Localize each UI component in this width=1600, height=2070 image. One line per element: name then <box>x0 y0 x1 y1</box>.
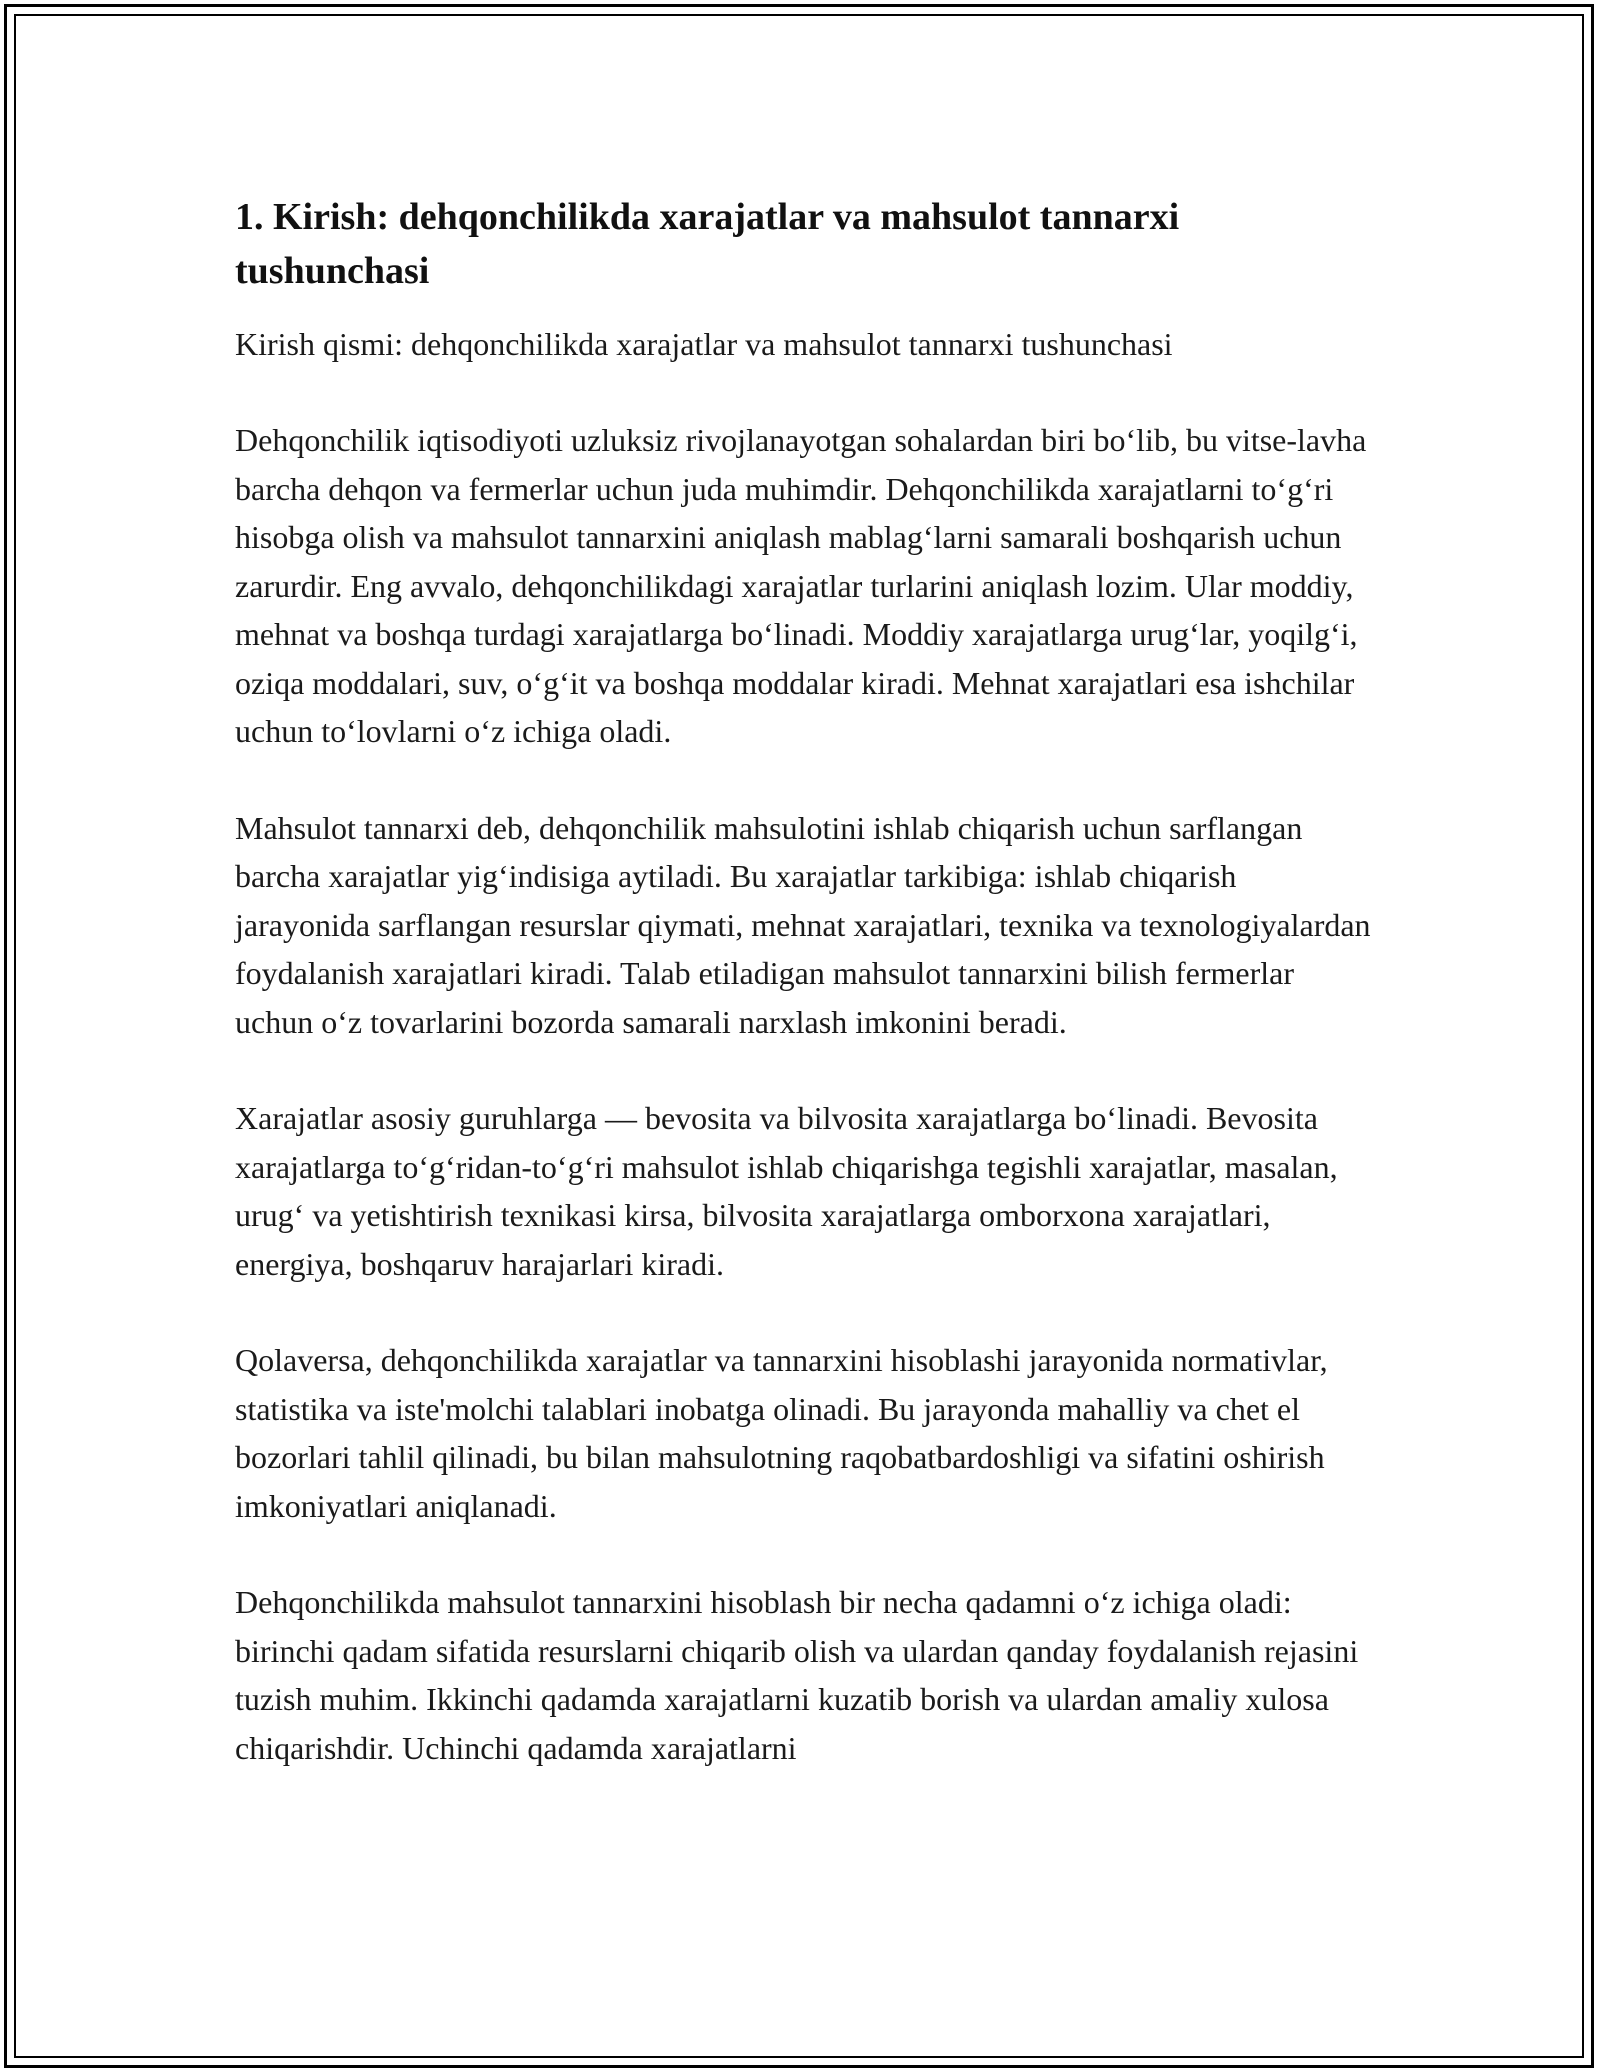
section-subtitle: Kirish qismi: dehqonchilikda xarajatlar va mahsulot tannarxi tushunchasi <box>235 326 1173 362</box>
paragraph-4: Qolaversa, dehqonchilikda xarajatlar va tannarxini hisoblashi jarayonida normativlar, statistika va iste'molchi talablari inobatga olinadi. Bu jarayonda mahalliy va chet el bozorlari tahlil qilinadi, bu bilan mahsulotning raqobatbardoshligi va sifatini oshirish imkoniyatlari aniqlanadi. <box>235 1342 1328 1524</box>
paragraph-3: Xarajatlar asosiy guruhlarga — bevosita va bilvosita xarajatlarga bo‘linadi. Bevosita xarajatlarga to‘g‘ridan-to‘g‘ri mahsulot ishlab chiqarishga tegishli xarajatlar, masalan, urug‘ va yetishtirish texnikasi kirsa, bilvosita xarajatlarga omborxona xarajatlari, energiya, boshqaruv harajarlari kiradi. <box>235 1100 1338 1282</box>
paragraph-1: Dehqonchilik iqtisodiyoti uzluksiz rivojlanayotgan sohalardan biri bo‘lib, bu vitse-lavha barcha dehqon va fermerlar uchun juda muhimdir. Dehqonchilikda xarajatlarni to‘g‘ri hisobga olish va mahsulot tannarxini aniqlash mablag‘larni samarali boshqarish uchun zarurdir. Eng avvalo, dehqonchilikdagi xarajatlar turlarini aniqlash lozim. Ular moddiy, mehnat va boshqa turdagi xarajatlarga bo‘linadi. Moddiy xarajatlarga urug‘lar, yoqilg‘i, oziqa moddalari, suv, o‘g‘it va boshqa moddalar kiradi. Mehnat xarajatlari esa ishchilar uchun to‘lovlarni o‘z ichiga oladi. <box>235 422 1367 749</box>
paragraph-2: Mahsulot tannarxi deb, dehqonchilik mahsulotini ishlab chiqarish uchun sarflangan barcha xarajatlar yig‘indisiga aytiladi. Bu xarajatlar tarkibiga: ishlab chiqarish jarayonida sarflangan resurslar qiymati, mehnat xarajatlari, texnika va texnologiyalardan foydalanish xarajatlari kiradi. Talab etiladigan mahsulot tannarxini bilish fermerlar uchun o‘z tovarlarini bozorda samarali narxlash imkonini beradi. <box>235 809 1371 1040</box>
paragraph-5: Dehqonchilikda mahsulot tannarxini hisoblash bir necha qadamni o‘z ichiga oladi: birinchi qadam sifatida resurslarni chiqarib olish va ulardan qanday foydalanish rejasini tuzish muhim. Ikkinchi qadamda xarajatlarni kuzatib borish va ulardan amaliy xulosa chiqarishdir. Uchinchi qadamda xarajatlarni <box>235 1584 1359 1766</box>
section-heading: 1. Kirish: dehqonchilikda xarajatlar va mahsulot tannarxi tushunchasi <box>235 196 1180 292</box>
document-body <box>235 190 1375 1820</box>
